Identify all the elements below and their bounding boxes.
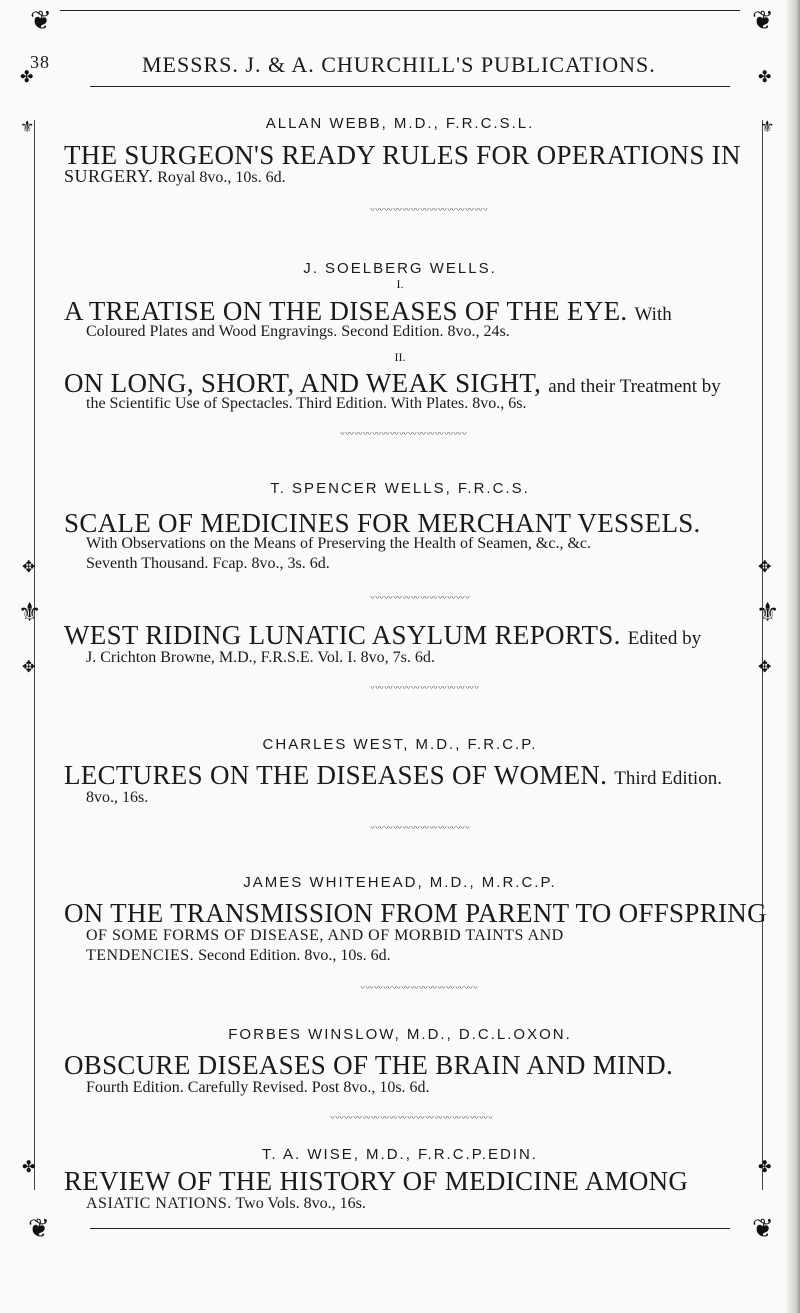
side-ornament-icon: ✤ [758, 69, 772, 86]
side-ornament-icon: ✥ [758, 559, 772, 576]
page-number: 38 [30, 52, 50, 72]
author-name: J. SOELBERG WELLS. [303, 260, 497, 277]
author-name: ALLAN WEBB, M.D., F.R.C.S.L. [265, 115, 535, 132]
book-title: THE SURGEON'S READY RULES FOR OPERATIONS IN [64, 140, 741, 170]
side-ornament-icon: ✥ [22, 559, 36, 576]
side-ornament-icon: ⚜ [18, 598, 42, 627]
side-ornament-icon: ⚜ [756, 598, 780, 627]
book-title-tail: and their Treatment by [548, 376, 721, 397]
side-ornament-icon: ✥ [758, 659, 772, 676]
publisher-heading: MESSRS. J. & A. CHURCHILL'S PUBLICATIONS. [142, 52, 656, 77]
book-title: WEST RIDING LUNATIC ASYLUM REPORTS. [64, 620, 621, 650]
bottom-rule [90, 1228, 730, 1229]
side-ornament-icon: ✤ [20, 69, 34, 86]
book-title-tail: Edited by [627, 628, 702, 649]
side-ornament-icon: ⚜ [20, 119, 35, 136]
header-underline-rule [90, 86, 730, 87]
catalogue-entry [0, 115, 800, 132]
side-ornament-icon: ✤ [22, 1159, 36, 1176]
author-name: FORBES WINSLOW, M.D., D.C.L.OXON. [228, 1026, 572, 1043]
book-details: Fourth Edition. Carefully Revised. Post 8vo., 10s. 6d. [86, 1079, 430, 1096]
catalogue-entry [0, 874, 800, 891]
book-title-tail: Third Edition. [614, 768, 722, 789]
separator-rule: 〰〰〰〰〰〰〰〰〰〰〰〰〰 [370, 208, 487, 214]
book-title: ON THE TRANSMISSION FROM PARENT TO OFFSPRING [64, 898, 767, 928]
author-name: CHARLES WEST, M.D., F.R.C.P. [262, 736, 538, 753]
book-subtitle: TENDENCIES. [86, 947, 195, 964]
book-details: With Observations on the Means of Preserving the Health of Seamen, &c., &c. [86, 535, 592, 552]
book-title: A TREATISE ON THE DISEASES OF THE EYE. [64, 296, 628, 326]
catalogue-entry [0, 1026, 800, 1043]
book-details: the Scientific Use of Spectacles. Third Edition. With Plates. 8vo., 6s. [86, 395, 527, 412]
book-title: SCALE OF MEDICINES FOR MERCHANT VESSELS. [64, 508, 701, 538]
book-title-continued: SURGERY. [64, 166, 154, 186]
book-subtitle: OF SOME FORMS OF DISEASE, AND OF MORBID TAINTS AND [86, 927, 564, 944]
separator-rule: 〰〰〰〰〰〰〰〰〰〰〰〰〰〰〰〰〰〰 [330, 1116, 492, 1122]
book-title: ON LONG, SHORT, AND WEAK SIGHT, [64, 368, 542, 398]
book-details: Coloured Plates and Wood Engravings. Second Edition. 8vo., 24s. [86, 323, 510, 340]
book-details: Seventh Thousand. Fcap. 8vo., 3s. 6d. [86, 555, 330, 572]
catalogue-entry [0, 260, 800, 292]
corner-ornament-icon: ❦ [30, 6, 52, 35]
separator-rule: 〰〰〰〰〰〰〰〰〰〰〰〰 [370, 686, 478, 692]
book-title: REVIEW OF THE HISTORY OF MEDICINE AMONG [64, 1166, 689, 1196]
book-title: OBSCURE DISEASES OF THE BRAIN AND MIND. [64, 1050, 674, 1080]
catalogue-entry [0, 736, 800, 753]
corner-ornament-icon: ❦ [752, 6, 774, 35]
separator-rule: 〰〰〰〰〰〰〰〰〰〰〰〰〰 [360, 986, 477, 992]
top-rule [60, 10, 740, 11]
book-title: LECTURES ON THE DISEASES OF WOMEN. [64, 760, 608, 790]
book-details: 8vo., 16s. [86, 789, 149, 806]
book-details: Royal 8vo., 10s. 6d. [157, 169, 286, 186]
book-subtitle: ASIATIC NATIONS. [86, 1195, 232, 1212]
corner-ornament-icon: ❦ [752, 1214, 774, 1243]
volume-numeral: II. [394, 350, 406, 364]
book-title-tail: With [634, 304, 672, 325]
separator-rule: 〰〰〰〰〰〰〰〰〰〰〰〰〰〰 [340, 432, 466, 438]
author-name: T. A. WISE, M.D., F.R.C.P.EDIN. [262, 1146, 538, 1163]
corner-ornament-icon: ❦ [28, 1214, 50, 1243]
catalogue-entry [0, 480, 800, 497]
catalogue-entry [0, 1146, 800, 1163]
side-ornament-icon: ✤ [758, 1159, 772, 1176]
side-ornament-icon: ✥ [22, 659, 36, 676]
page-edge-shadow [786, 0, 800, 1313]
separator-rule: 〰〰〰〰〰〰〰〰〰〰〰 [370, 826, 469, 832]
separator-rule: 〰〰〰〰〰〰〰〰〰〰〰 [370, 596, 469, 602]
book-details: J. Crichton Browne, M.D., F.R.S.E. Vol. I. 8vo, 7s. 6d. [86, 649, 435, 666]
author-name: T. SPENCER WELLS, F.R.C.S. [270, 480, 530, 497]
side-ornament-icon: ⚜ [760, 119, 775, 136]
book-details: Second Edition. 8vo., 10s. 6d. [198, 947, 391, 964]
book-details: Two Vols. 8vo., 16s. [235, 1195, 366, 1212]
volume-numeral: I. [396, 277, 404, 291]
author-name: JAMES WHITEHEAD, M.D., M.R.C.P. [243, 874, 557, 891]
